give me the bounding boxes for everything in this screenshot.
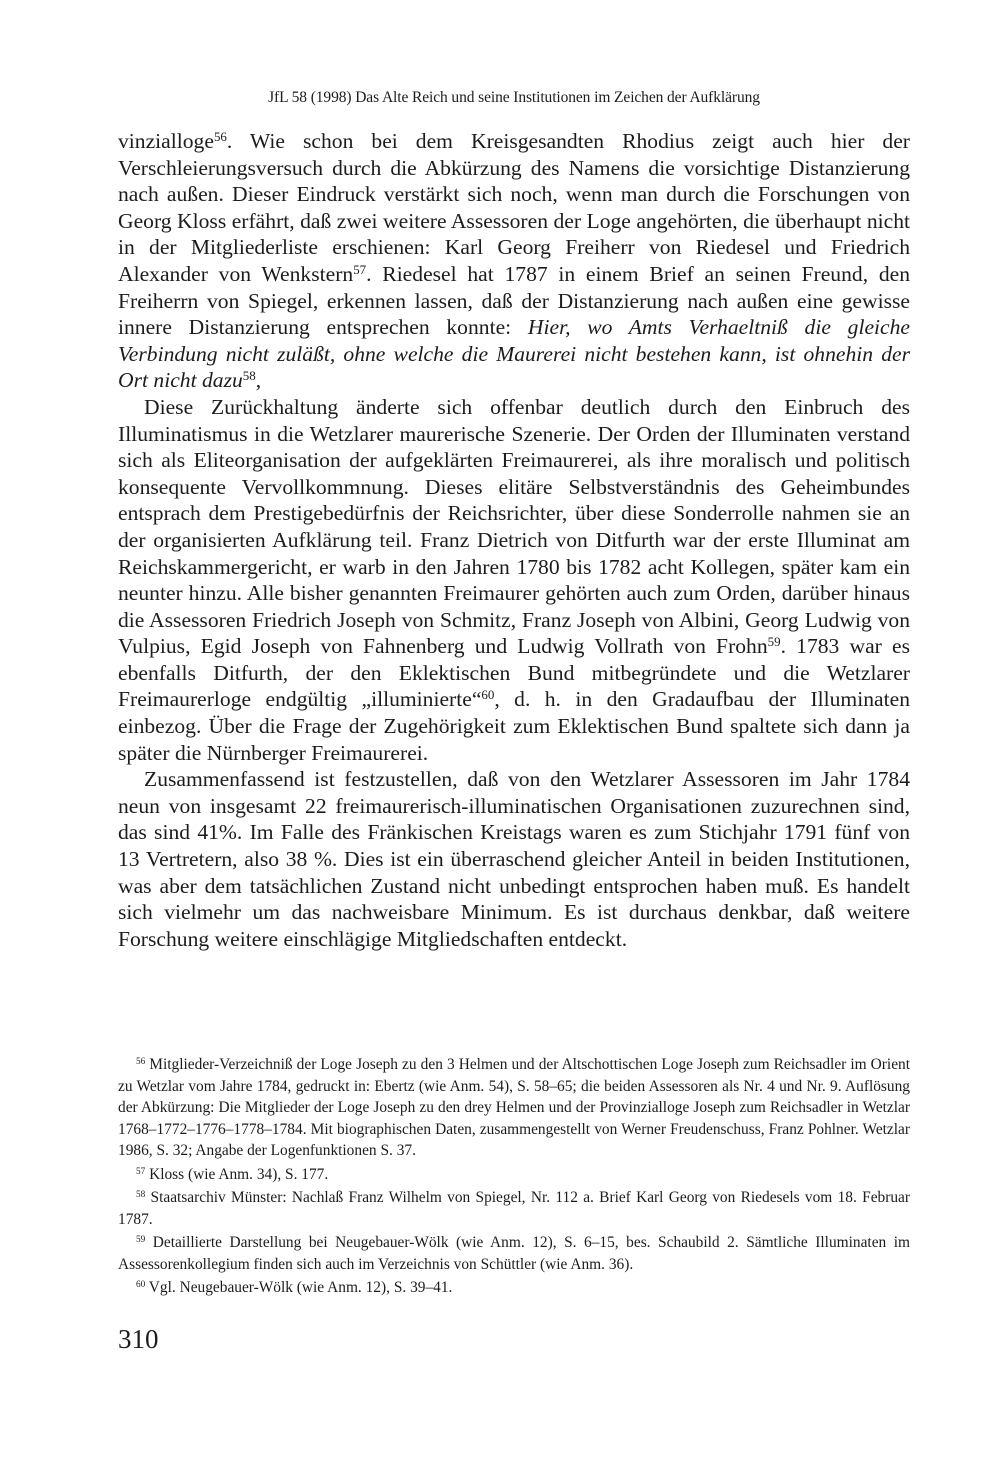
footnote-text: Vgl. Neugebauer-Wölk (wie Anm. 12), S. 39–41. (145, 1279, 453, 1296)
paragraph-2-text-b: . 1783 war es ebenfalls Ditfurth, der den Eklektischen Bund mitbegründete und die Wetzlarer Freimaurerloge endgültig „illuminierte“ (118, 634, 910, 712)
paragraph-1-text-b: . Wie schon bei dem Kreisgesandten Rhodius zeigt auch hier der Verschleierungsversuch durch die Abkürzung des Namens die vorsichtige Distanzierung nach außen. Dieser Eindruck verstärkt sich noch, wenn man durch die Forschungen von Georg Kloss erfährt, daß zwei weitere Assessoren der Loge angehörten, die überhaupt nicht in der Mitgliederliste erschienen: Karl Georg Freiherr von Riedesel und Friedrich Alexander von Wenkstern (118, 129, 910, 286)
footnote-ref-59: 59 (767, 634, 781, 650)
footnote-text: Kloss (wie Anm. 34), S. 177. (145, 1165, 329, 1183)
page-number: 310 (118, 1324, 159, 1354)
footnote-58 (118, 1187, 910, 1230)
footnote-text: Staatsarchiv Münster: Nachlaß Franz Wilhelm von Spiegel, Nr. 112 a. Brief Karl Georg von Riedesels vom 18. Februar 1787. (118, 1189, 910, 1228)
riedesel-quote: Hier, wo Amts Verhaeltniß die gleiche Verbindung nicht zuläßt, ohne welche die Maurerei nicht bestehen kann, ist ohnehin der Ort nicht dazu (118, 315, 910, 393)
paragraph-3 (118, 766, 910, 952)
footnote-59 (118, 1232, 910, 1275)
paragraph-1 (118, 128, 910, 394)
footnote-ref-57: 57 (353, 261, 367, 277)
footnote-text: Mitglieder-Verzeichniß der Loge Joseph zu den 3 Helmen und der Altschottischen Loge Joseph zum Reichsadler im Orient zu Wetzlar vom Jahre 1784, gedruckt in: Ebertz (wie Anm. 54), S. 58–65; die beiden Assessoren als Nr. 4 und Nr. 9. Auflösung der Abkürzung: Die Mitglieder der Loge Joseph zu den drey Helmen und der Provinzialloge Joseph zum Reichsadler in Wetzlar 1768–1772–1776–1778–1784. Mit biographischen Daten, zusammengestellt von Werner Freudenschuss, Franz Pohlner. Wetzlar 1986, S. 32; Angabe der Logenfunktionen S. 37. (118, 1056, 910, 1159)
footnote-number: 60 (136, 1278, 146, 1289)
paragraph-2-text-c: , d. h. in den Gradaufbau der Illuminaten einbezog. Über die Frage der Zugehörigkeit zum Eklektischen Bund spaltete sich dann ja später die Nürnberger Freimaurerei. (118, 687, 910, 765)
paragraph-2 (118, 394, 910, 766)
paragraph-3-text: Zusammenfassend ist festzustellen, daß von den Wetzlarer Assessoren im Jahr 1784 neun von insgesamt 22 freimaurerisch-illuminatischen Organisationen zuzurechnen sind, das sind 41%. Im Falle des Fränkischen Kreistags waren es zum Stichjahr 1791 fünf von 13 Vertretern, also 38 %. Dies ist ein überraschend gleicher Anteil in beiden Institutionen, was aber dem tatsächlichen Zustand nicht unbedingt entsprochen haben muß. Es handelt sich vielmehr um das nachweisbare Minimum. Es ist durchaus denkbar, daß weitere Forschung weitere einschlägige Mitgliedschaften entdeckt. (118, 767, 910, 951)
footnote-ref-56: 56 (213, 128, 227, 144)
footnote-number: 59 (136, 1233, 146, 1244)
running-head: JfL 58 (1998) Das Alte Reich und seine Institutionen im Zeichen der Aufklärung (268, 89, 760, 106)
footnotes (118, 1054, 910, 1301)
footnote-ref-60: 60 (481, 687, 495, 703)
footnote-ref-58: 58 (242, 368, 256, 384)
footnote-text: Detaillierte Darstellung bei Neugebauer-Wölk (wie Anm. 12), S. 6–15, bes. Schaubild 2. Sämtliche Illuminaten im Assessorenkollegium finden sich auch im Verzeichnis von Schüttler (wie Anm. 36). (118, 1234, 910, 1273)
paragraph-2-text-a: Diese Zurückhaltung änderte sich offenbar deutlich durch den Einbruch des Illuminatismus in die Wetzlarer maurerische Szenerie. Der Orden der Illuminaten verstand sich als Eliteorganisation der aufgeklärten Freimaurerei, als ihre moralisch und politisch konsequente Vervollkommnung. Dieses elitäre Selbstverständnis des Geheimbundes entsprach dem Prestigebedürfnis der Reichsrichter, über diese Sonderrolle nahmen sie an der organisierten Aufklärung teil. Franz Dietrich von Ditfurth war der erste Illuminat am Reichskammergericht, er warb in den Jahren 1780 bis 1782 acht Kollegen, später kam ein neunter hinzu. Alle bisher genannten Freimaurer gehörten auch zum Orden, darüber hinaus die Assessoren Friedrich Joseph von Schmitz, Franz Joseph von Albini, Georg Ludwig von Vulpius, Egid Joseph von Fahnenberg und Ludwig Vollrath von Frohn (118, 394, 910, 659)
footnote-56 (118, 1054, 910, 1162)
paragraph-1-text-a: vinzialloge (118, 129, 214, 153)
footnote-number: 57 (136, 1165, 146, 1176)
footnote-number: 56 (136, 1055, 146, 1066)
paragraph-1-text-d: , (255, 368, 262, 393)
footnote-57 (118, 1164, 910, 1186)
footnote-number: 58 (136, 1188, 146, 1199)
body-text (118, 128, 910, 952)
paragraph-1-text-c: . Riedesel hat 1787 in einem Brief an seinen Freund, den Freiherrn von Spiegel, erkennen lassen, daß der Distanzierung nach außen eine gewisse innere Distanzierung entsprechen konnte: (118, 261, 911, 340)
footnote-60 (118, 1277, 910, 1299)
